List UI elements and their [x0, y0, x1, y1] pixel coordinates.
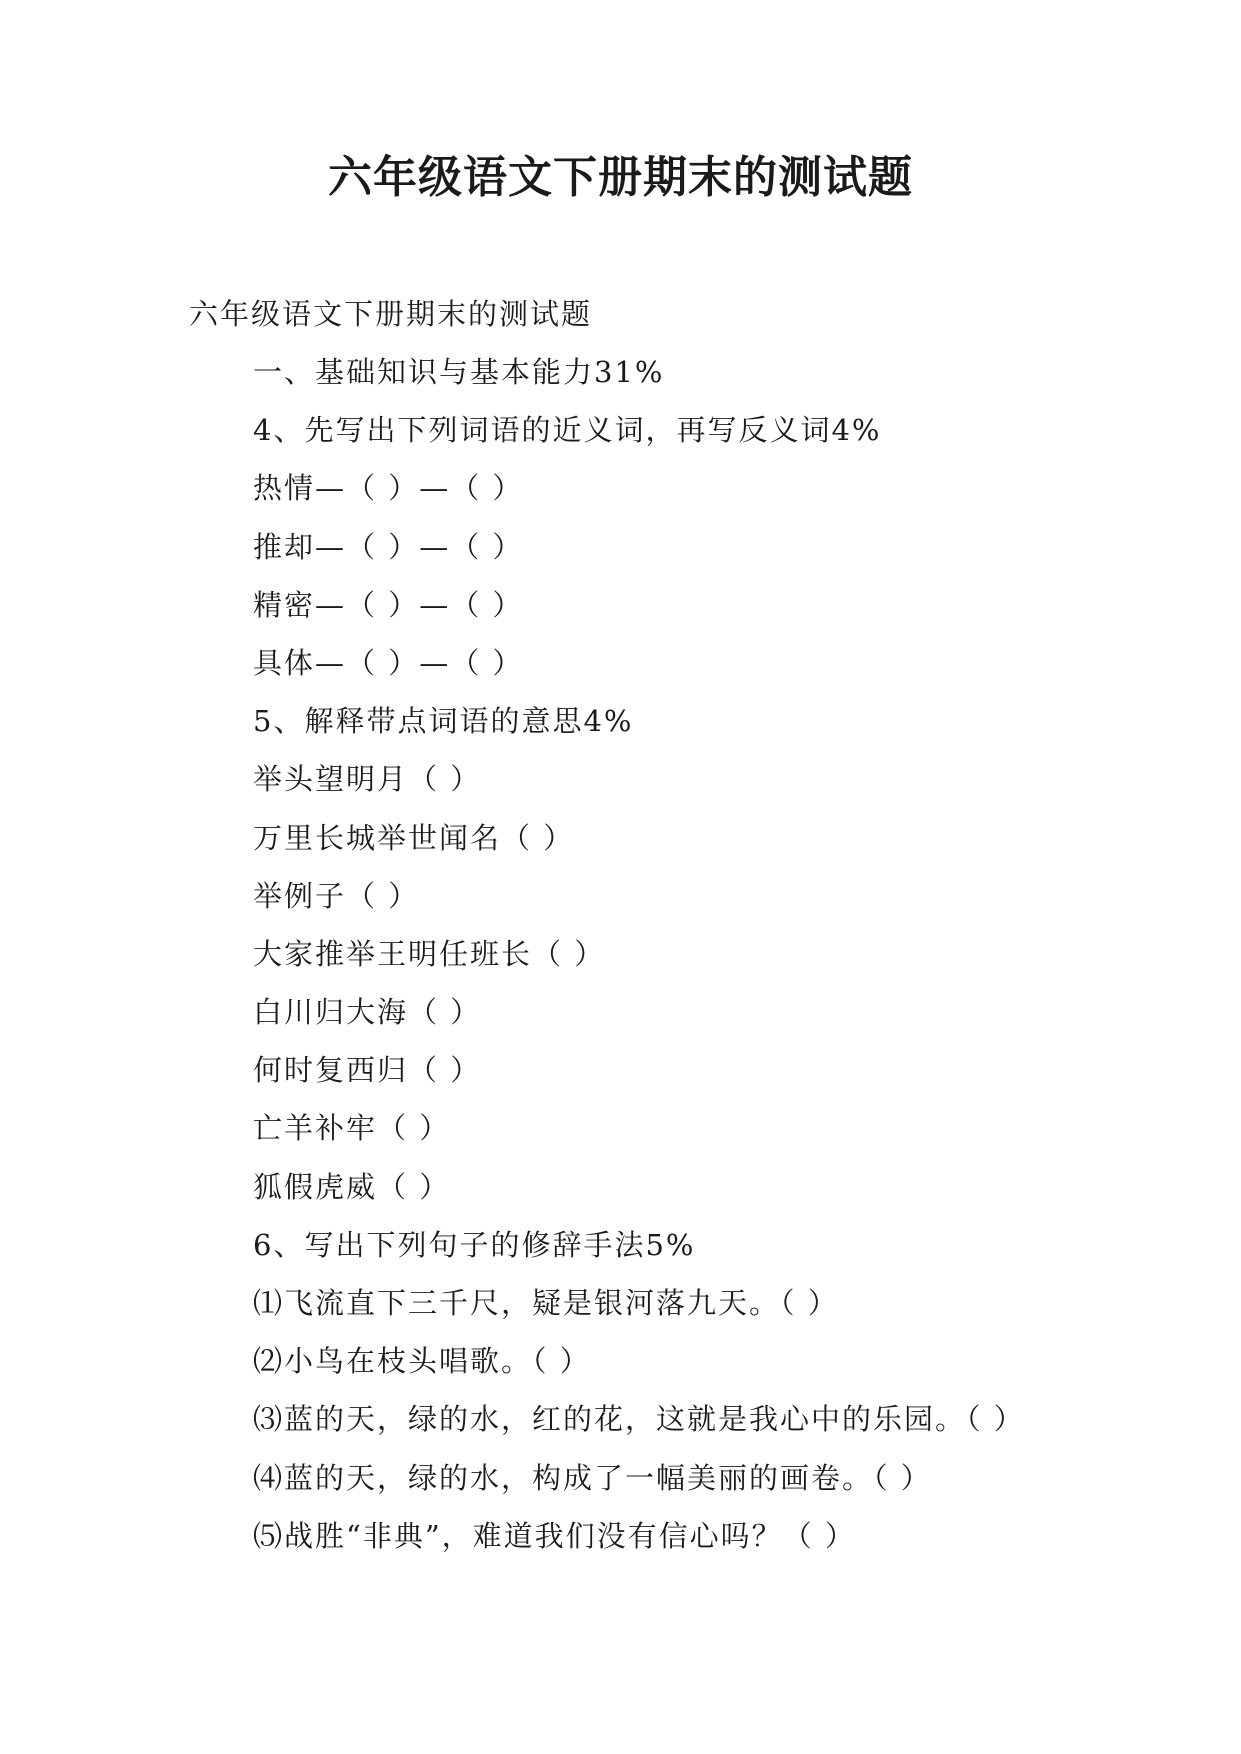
question-item: 狐假虎威（ ）	[253, 1169, 451, 1204]
question-item: 推却—（ ）—（ ）	[253, 529, 524, 564]
question-item: ⑵小鸟在枝头唱歌。（ ）	[253, 1344, 591, 1379]
document-title: 六年级语文下册期末的测试题	[328, 152, 913, 203]
question-heading: 4、先写出下列词语的近义词，再写反义词4%	[253, 413, 882, 448]
question-item: ⑴飞流直下三千尺，疑是银河落九天。（ ）	[253, 1286, 839, 1320]
question-item: 大家推举王明任班长（ ）	[253, 936, 606, 971]
question-heading: 5、解释带点词语的意思4%	[253, 704, 634, 739]
question-item: 何时复西归（ ）	[253, 1053, 482, 1088]
question-heading: 6、写出下列句子的修辞手法5%	[253, 1227, 696, 1262]
question-item: ⑸战胜“非典”，难道我们没有信心吗？（ ）	[253, 1518, 856, 1553]
document-subtitle: 六年级语文下册期末的测试题	[189, 297, 593, 331]
question-item: 白川归大海（ ）	[253, 995, 482, 1030]
question-item: ⑶蓝的天，绿的水，红的花，这就是我心中的乐园。（ ）	[253, 1402, 1025, 1437]
question-item: ⑷蓝的天，绿的水，构成了一幅美丽的画卷。（ ）	[253, 1460, 932, 1495]
question-item: 举例子（ ）	[253, 878, 420, 913]
question-item: 具体—（ ）—（ ）	[253, 645, 524, 680]
question-item: 精密—（ ）—（ ）	[253, 587, 524, 622]
question-item: 亡羊补牢（ ）	[253, 1111, 451, 1146]
question-item: 万里长城举世闻名（ ）	[253, 820, 575, 855]
question-item: 举头望明月（ ）	[253, 762, 482, 797]
question-list	[253, 352, 1153, 1574]
question-item: 热情—（ ）—（ ）	[253, 471, 524, 506]
section-heading: 一、基础知识与基本能力31%	[253, 355, 665, 389]
